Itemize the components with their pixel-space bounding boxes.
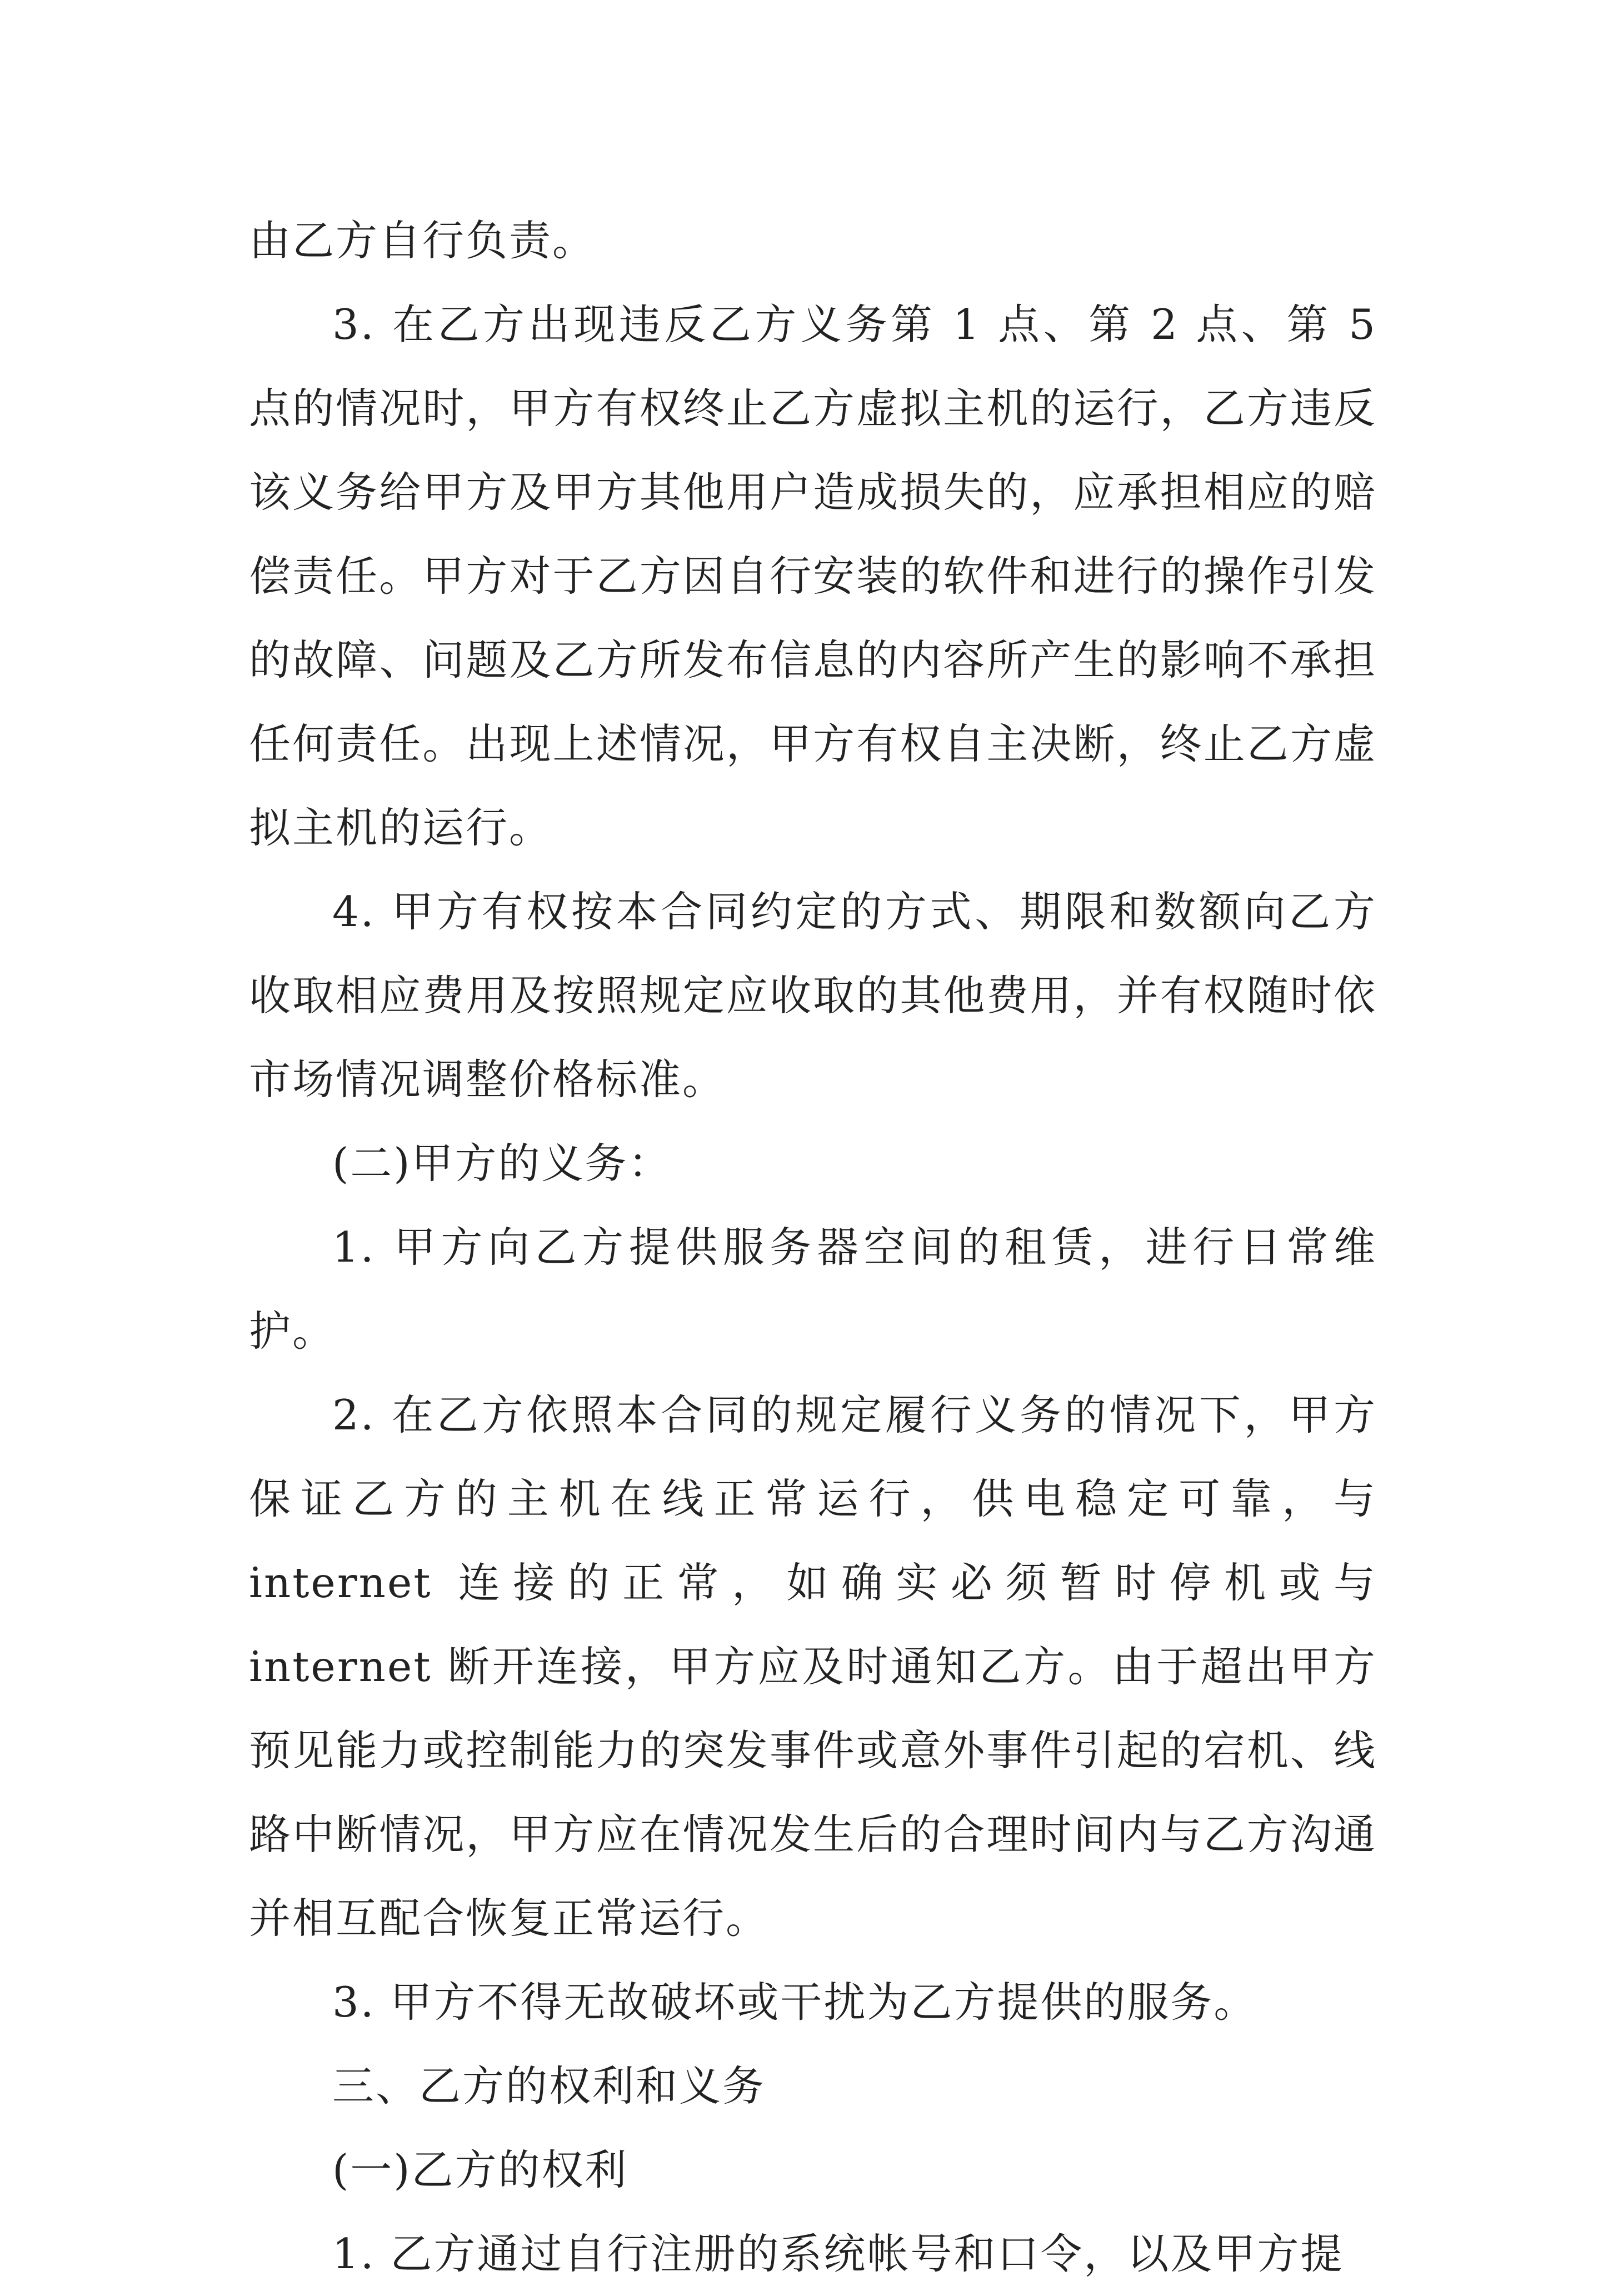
section-heading-party-a-obligations: (二)甲方的义务： xyxy=(332,1139,672,1188)
section-heading-party-b-rights: (一)乙方的权利 xyxy=(332,2145,628,2194)
paragraph-party-a-right-3: 3. 在乙方出现违反乙方义务第 1 点、第 2 点、第 5 点的情况时，甲方有权终止乙方虚拟主机的运行，乙方违反该义务给甲方及甲方其他用户造成损失的，应承担相应的赔偿责任。甲方对于乙方因自行安装的软件和进行的操作引发的故障、问题及乙方所发布信息的内容所产生的影响不承担任何责任。出现上述情况，甲方有权自主决断，终止乙方虚拟主机的运行。 xyxy=(249,300,1377,852)
paragraph-continuation: 由乙方自行负责。 xyxy=(249,216,596,265)
paragraph-party-a-right-4: 4. 甲方有权按本合同约定的方式、期限和数额向乙方收取相应费用及按照规定应收取的其他费用，并有权随时依市场情况调整价格标准。 xyxy=(249,887,1377,1104)
contract-body-text xyxy=(249,199,1377,2296)
section-heading-party-b: 三、乙方的权利和义务 xyxy=(332,2062,766,2110)
paragraph-party-b-right-1: 1. 乙方通过自行注册的系统帐号和口令，以及甲方提 xyxy=(332,2229,1344,2278)
paragraph-party-a-obligation-1: 1. 甲方向乙方提供服务器空间的租赁，进行日常维护。 xyxy=(249,1223,1377,1355)
paragraph-party-a-obligation-2: 2. 在乙方依照本合同的规定履行义务的情况下，甲方保证乙方的主机在线正常运行，供电稳定可靠，与 internet 连接的正常，如确实必须暂时停机或与 internet 断开连接，甲方应及时通知乙方。由于超出甲方预见能力或控制能力的突发事件或意外事件引起的宕机、线路中断情况，甲方应在情况发生后的合理时间内与乙方沟通并相互配合恢复正常运行。 xyxy=(249,1390,1377,1943)
paragraph-party-a-obligation-3: 3. 甲方不得无故破坏或干扰为乙方提供的服务。 xyxy=(332,1978,1257,2027)
